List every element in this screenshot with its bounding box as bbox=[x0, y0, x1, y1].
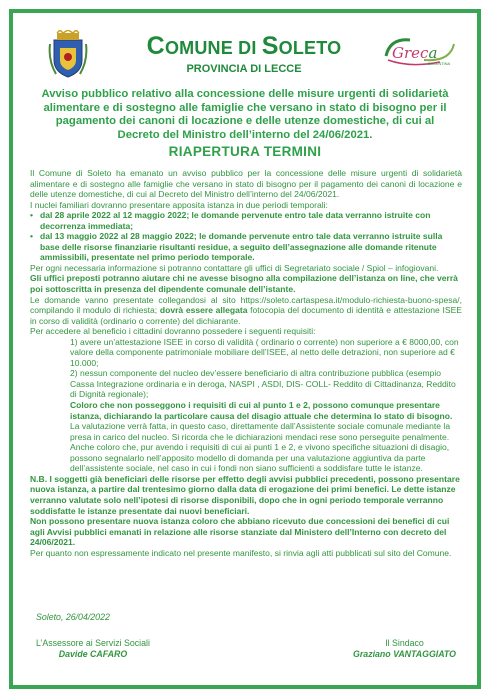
coat-of-arms-icon bbox=[48, 30, 88, 80]
town-name: COMUNE DI SOLETO bbox=[146, 32, 342, 60]
bullet-period-1: • dal 28 aprile 2022 al 12 maggio 2022; le domande pervenute entro tale data verranno istruite con decorrenza immediata; bbox=[30, 210, 462, 231]
paragraph-closing: Per quanto non espressamente indicato nel presente manifesto, si rinvia agli atti pubblicati sul sito del Comune. bbox=[30, 547, 452, 558]
requirement-3-text: La valutazione verrà fatta, in questo caso, direttamente dall’Assistente sociale comunale mediante la presa in carico del nucleo. Si ricorda che le dichiarazioni mendaci rese sono perseguite penalmente. Anche coloro che, pur avendo i requisiti di cui ai punti 1 e 2, e vivono specifiche situazioni di disagio, possono segnalarlo nell’apposito modello di domanda per una valutazione aggiuntiva da parte dell’assistente sociale, nel caso in cui i fondi non siano sufficienti a soddisfare tutte le istanze. bbox=[70, 421, 451, 474]
assessor-role: L’Assessore ai Servizi Sociali bbox=[36, 638, 150, 648]
paragraph-requirements: Per accedere al beneficio i cittadini dovranno possedere i seguenti requisiti: bbox=[30, 326, 316, 337]
paragraph-contacts: Per ogni necessaria informazione si potranno contattare gli uffici di Segretariato sociale / Spiol – infogiovani. bbox=[30, 262, 439, 273]
logo-subtext: SALENTINA bbox=[428, 61, 451, 66]
grecia-salentina-logo bbox=[380, 34, 460, 70]
requirement-2: 2) nessun componente del nucleo dev’essere beneficiario di altra contribuzione pubblica (esempio Cassa Integrazione ordinaria e in deroga, NASPI , ASDI, DIS- COLL- Reddito di Cittadinanza, Reddito di Dignità regionale); bbox=[70, 368, 456, 400]
bullet-period-2: • dal 13 maggio 2022 al 28 maggio 2022; le domande pervenute entro tale data verranno istruite sulla base delle risorse finanziarie risultanti residue, a seguito dell’assegnazione alle domande ritenute ammissibili, presentate nel primo periodo temporale. bbox=[30, 231, 462, 263]
submission-attachment: dovrà essere allegata bbox=[159, 305, 248, 316]
assessor-name: Davide CAFARO bbox=[58, 649, 128, 659]
paragraph-periods: I nuclei familiari dovranno presentare apposita istanza in due periodi temporali: bbox=[30, 199, 328, 210]
paragraph-submission bbox=[30, 295, 462, 327]
reopening-title: RIAPERTURA TERMINI bbox=[168, 144, 322, 159]
paragraph-help: Gli uffici preposti potranno aiutare chi ne avesse bisogno alla compilazione dell’istanza on line, che verrà poi sottoscritta in presenza del dipendente comunale dell’istante. bbox=[30, 273, 458, 295]
notice-body bbox=[30, 168, 462, 558]
mayor-role: Il Sindaco bbox=[385, 638, 424, 648]
submission-documents: fotocopia del documento di identità e attestazione ISEE in corso di validità (ordinario o corrente) del dichiarante. bbox=[30, 305, 462, 326]
mayor-name: Graziano VANTAGGIATO bbox=[353, 649, 456, 659]
logo-text-main: Grec bbox=[392, 44, 429, 62]
requirement-1: 1) avere un’attestazione ISEE in corso di validità ( ordinario o corrente) non superiore a € 8000,00, con valore della componente patrimoniale mobiliare dell’ISEE, al netto delle detrazioni, non superiore ad € 10.000; bbox=[70, 336, 459, 368]
nb-note: N.B. I soggetti già beneficiari delle risorse per effetto degli avvisi pubblici precedenti, possono presentare nuova istanza, a partire dal trentesimo giorno dalla data di erogazione dei primi benefici. Le dette istanze verranno valutate solo nell’ipotesi di risorse disponibili, dopo che in ogni periodo temporale verranno soddisfatte le istanze presentate dai nuovi beneficiari. bbox=[30, 473, 460, 516]
nb-exclusion: Non possono presentare nuova istanza coloro che abbiano ricevuto due concessioni dei benefici di cui agli Avvisi pubblici emanati in relazione alle risorse stanziate dal Ministero dell’Interno con decreto del 24/06/2021. bbox=[30, 516, 450, 548]
place-date: Soleto, 26/04/2022 bbox=[36, 612, 110, 622]
signature-mayor bbox=[353, 638, 456, 660]
requirement-3 bbox=[30, 400, 462, 474]
submission-text: Le domande vanno presentate collegandosi al sito https://soleto.cartaspesa.it/modulo-richiesta-buono-spesa/, compilando il modulo di richiesta; bbox=[30, 294, 462, 316]
requirement-3-bold: Coloro che non posseggono i requisiti di cui al punto 1 e 2, possono comunque presentare istanza, dichiarando la particolare causa del disagio attuale che determina lo stato di bisogno. bbox=[70, 400, 453, 421]
footer bbox=[36, 612, 456, 659]
paragraph-intro: Il Comune di Soleto ha emanato un avviso pubblico per la concessione delle misure urgenti di solidarietà alimentare e di sostegno alle famiglie che versano in stato di bisogno per il pagamento dei canoni di locazione e delle utenze domestiche, di cui al Decreto del Ministro dell’interno del 24/06/2021. bbox=[30, 168, 462, 200]
logo-text-tail: a bbox=[428, 44, 438, 62]
province-subtitle: PROVINCIA DI LECCE bbox=[186, 63, 302, 75]
header-title bbox=[94, 32, 394, 76]
intro-heading: Avviso pubblico relativo alla concessione delle misure urgenti di solidarietà alimentare e di sostegno alle famiglie che versano in stato di bisogno per il pagamento dei canoni di locazione e delle utenze domestiche, di cui al Decreto del Ministro dell’interno del 24/06/2021. bbox=[41, 88, 449, 141]
signature-assessor bbox=[36, 638, 150, 660]
